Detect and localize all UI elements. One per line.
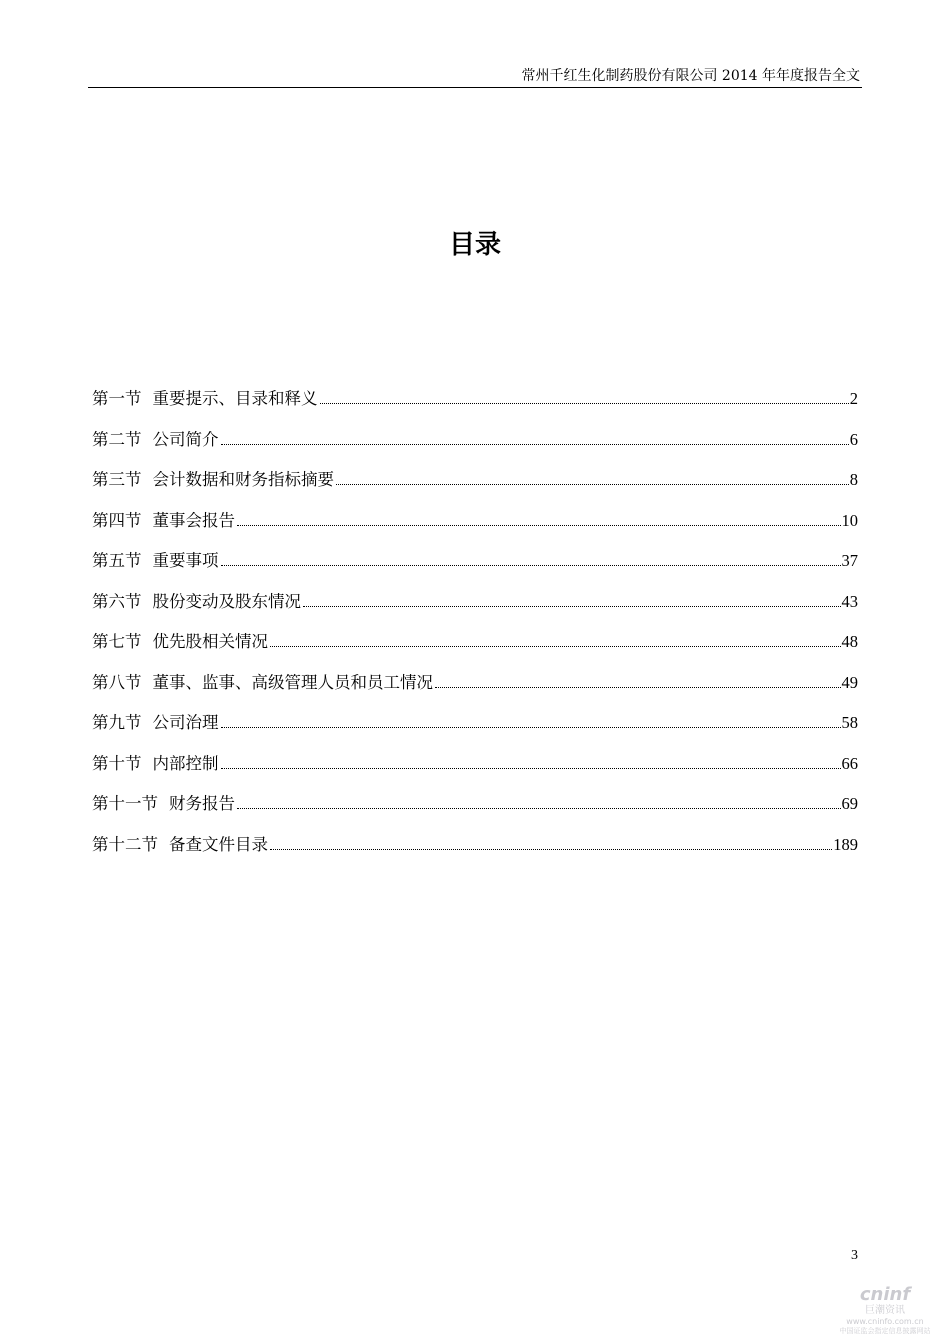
page-number: 3: [851, 1248, 858, 1263]
toc-page-number: 10: [841, 510, 858, 530]
toc-section-title: 内部控制: [152, 753, 219, 773]
watermark-org: 中国证监会指定信息披露网站: [839, 1327, 931, 1335]
toc-dot-leader: [320, 403, 849, 404]
toc-dot-leader: [221, 565, 841, 566]
table-of-contents: [92, 385, 858, 871]
cninfo-watermark: [830, 1285, 940, 1336]
toc-dot-leader: [221, 727, 841, 728]
running-header: 常州千红生化制药股份有限公司 2014 年年度报告全文: [521, 68, 860, 84]
toc-section-title: 董事会报告: [152, 510, 235, 530]
toc-entry[interactable]: [92, 547, 858, 588]
toc-dot-leader: [303, 606, 841, 607]
toc-section-title: 备查文件目录: [169, 834, 268, 854]
toc-page-number: 189: [833, 834, 858, 854]
toc-section-title: 重要事项: [152, 551, 219, 570]
toc-page-number: 49: [841, 672, 858, 692]
toc-section-title: 公司治理: [152, 713, 219, 732]
toc-page-number: 43: [841, 591, 858, 611]
toc-section-title: 财务报告: [169, 794, 235, 813]
watermark-logo: cninf: [859, 1284, 911, 1305]
toc-entry[interactable]: [92, 385, 858, 426]
toc-section-number: 第一节: [92, 389, 142, 408]
toc-entry[interactable]: [92, 426, 858, 467]
toc-dot-leader: [435, 687, 841, 688]
toc-entry[interactable]: [92, 831, 858, 872]
toc-dot-leader: [270, 849, 832, 850]
toc-section-number: 第十一节: [92, 794, 158, 813]
toc-section-number: 第三节: [92, 470, 142, 489]
toc-dot-leader: [221, 768, 841, 769]
toc-section-number: 第四节: [92, 510, 142, 530]
toc-section-title: 董事、监事、高级管理人员和员工情况: [152, 672, 433, 692]
toc-page-number: 58: [841, 713, 858, 732]
toc-page-number: 69: [841, 794, 858, 813]
toc-entry[interactable]: [92, 750, 858, 791]
toc-entry[interactable]: [92, 709, 858, 750]
watermark-brand: 巨潮资讯: [865, 1305, 905, 1316]
toc-entry[interactable]: [92, 669, 858, 710]
toc-section-number: 第十二节: [92, 834, 158, 854]
toc-page-number: 66: [841, 753, 858, 773]
toc-dot-leader: [237, 525, 841, 526]
page-title: 目录: [448, 230, 501, 260]
toc-section-number: 第六节: [92, 591, 142, 611]
toc-entry[interactable]: [92, 507, 858, 548]
toc-dot-leader: [237, 808, 841, 809]
toc-entry[interactable]: [92, 466, 858, 507]
toc-page-number: 48: [841, 632, 858, 651]
toc-dot-leader: [270, 646, 841, 647]
toc-entry[interactable]: [92, 588, 858, 629]
toc-section-title: 会计数据和财务指标摘要: [152, 470, 334, 489]
toc-section-number: 第五节: [92, 551, 142, 570]
toc-dot-leader: [221, 444, 849, 445]
toc-section-title: 优先股相关情况: [152, 632, 268, 651]
header-rule: [88, 87, 862, 88]
toc-page-number: 37: [841, 551, 858, 570]
toc-entry[interactable]: [92, 628, 858, 669]
toc-entry[interactable]: [92, 790, 858, 831]
toc-section-number: 第七节: [92, 632, 142, 651]
toc-section-number: 第二节: [92, 429, 142, 449]
toc-section-number: 第八节: [92, 672, 142, 692]
toc-section-number: 第十节: [92, 753, 142, 773]
toc-page-number: 8: [849, 470, 858, 489]
toc-page-number: 6: [849, 429, 858, 449]
toc-section-title: 重要提示、目录和释义: [152, 389, 318, 408]
toc-section-title: 股份变动及股东情况: [152, 591, 301, 611]
toc-page-number: 2: [849, 389, 858, 408]
toc-section-number: 第九节: [92, 713, 142, 732]
toc-section-title: 公司简介: [152, 429, 219, 449]
toc-dot-leader: [336, 484, 849, 485]
watermark-url: www.cninfo.com.cn: [846, 1317, 924, 1326]
